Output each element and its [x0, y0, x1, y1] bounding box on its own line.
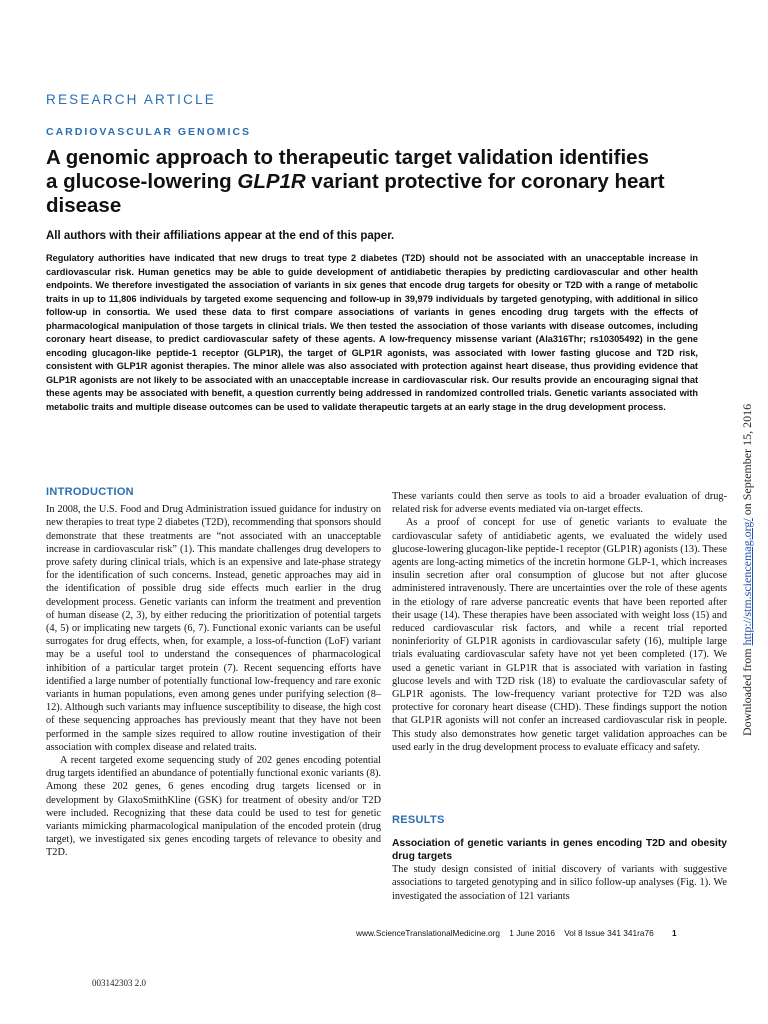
results-subheading: Association of genetic variants in genes encoding T2D and obesity drug targets: [392, 838, 727, 863]
subfield-label: CARDIOVASCULAR GENOMICS: [46, 126, 252, 138]
download-suffix: on September 15, 2016: [740, 403, 754, 519]
article-title: [46, 146, 666, 218]
abstract: Regulatory authorities have indicated that new drugs to treat type 2 diabetes (T2D) should not be associated with an unacceptable increase in cardiovascular risk. Human genetics may be able to guide development of antidiabetic therapies by predicting cardiovascular and other health endpoints. We therefore investigated the association of variants in six genes that encode drug targets for obesity or T2D with a range of metabolic traits in up to 11,806 individuals by targeted exome sequencing and follow-up in 39,979 individuals by targeted genotyping, with additional in silico follow-up in consortia. We used these data to first compare associations of variants in genes encoding drug targets with the effects of pharmacological manipulation of those targets in clinical trials. We then tested the association of those variants with disease outcomes, including coronary heart disease, to predict cardiovascular safety of these agents. A low-frequency missense variant (Ala316Thr; rs10305492) in the gene encoding glucagon-like peptide-1 receptor (GLP1R), the target of GLP1R agonists, was associated with lower fasting glucose and T2D risk, consistent with GLP1R agonist therapies. The minor allele was also associated with protection against heart disease, thus providing evidence that GLP1R agonists are not likely to be associated with an unacceptable increase in cardiovascular risk. Our results provide an encouraging signal that these agents may be associated with benefit, a question currently being addressed in randomized controlled trials. Genetic variants associated with metabolic traits and multiple disease outcomes can be used to validate therapeutic targets at an early stage in the drug development process.: [46, 253, 698, 412]
authors-note: All authors with their affiliations appear at the end of this paper.: [46, 230, 395, 242]
download-link[interactable]: http://stm.sciencemag.org/: [740, 518, 754, 646]
intro-paragraph-3: These variants could then serve as tools to aid a broader evaluation of drug-related risk for adverse events mediated via on-target effects.: [392, 491, 727, 516]
section-label: RESEARCH ARTICLE: [46, 92, 216, 107]
intro-paragraph-2: A recent targeted exome sequencing study of 202 genes encoding potential drug targets identified an abundance of potentially functional exonic variants (8). Among these 202 genes, 6 genes encoding drug targets licensed or in development by GlaxoSmithKline (GSK) for treatment of obesity and/or T2D were included. Recognizing that these data could be used to test for genetic variants mimicking pharmacological manipulation of the encoded protein (drug target), we investigated six genes encoding targets of relevance to obesity and T2D.: [46, 755, 381, 859]
title-part-2: variant protective for coronary heart disease: [46, 170, 665, 217]
intro-paragraph-1: In 2008, the U.S. Food and Drug Administration issued guidance for industry on new therapies to treat type 2 diabetes (T2D), recommending that sponsors should demonstrate that these treatments are “not associated with an unacceptable increase in cardiovascular risk” (1). This mandate challenges drug developers to prove safety during clinical trials, which is an expensive and late-phase strategy for the identification of such concerns. Instead, genetic approaches may aid in the identification of possible drug side effects much earlier in the drug development process. Genetic variants can inform the treatment and prevention of human disease (2, 3), by either reducing the prioritization of potential targets (4, 5) or implicating new targets (6, 7). Functional exonic variants can be useful surrogates for drug effects, when, for example, a loss-of-function (LoF) variant may be a useful tool to understand the consequences of pharmacological inhibition of a particular target protein (7). Recent sequencing efforts have identified a large number of potentially functional low-frequency and rare exonic variants in human populations, even among genes under purifying selection (8–12). Although such variants may influence susceptibility to disease, the high cost of these sequencing approaches has previously meant that they have not been performed in the sample sizes required to allow routine investigation of their association with complex disease and related traits.: [46, 504, 381, 753]
introduction-heading: INTRODUCTION: [46, 486, 134, 498]
title-part-1: A genomic approach to therapeutic target validation identifies a glucose-lowering: [46, 146, 649, 193]
page-number: 1: [672, 928, 677, 938]
column-right: [392, 490, 727, 754]
journal-url[interactable]: www.ScienceTranslationalMedicine.org: [356, 928, 501, 938]
intro-paragraph-4: As a proof of concept for use of genetic variants to evaluate the cardiovascular safety of antidiabetic agents, we evaluated the widely used glucose-lowering glucagon-like peptide-1 receptor (GLP1R) agonists (13). These agents are long-acting mimetics of the incretin hormone GLP-1, which increases insulin secretion after oral consumption of glucose but not after glucose administered intravenously. There are uncertainties over the role of these agents in the etiology of rare adverse pancreatic events that have been reported after their usage (14). These therapies have been associated with weight loss (15) and reduced cardiovascular risk factors, and while a recent trial reported noninferiority of GLP1R agonists in cardiovascular safety (16), multiple large trials evaluating cardiovascular safety have not yet been completed (17). We used a genetic variant in GLP1R that is associated with variation in fasting glucose levels and with T2D risk (18) to evaluate the cardiovascular safety of GLP1R agonists. The low-frequency variant protective for T2D was also protective for coronary heart disease (CHD). These findings support the notion that GLP1R agonists will not confer an increased cardiovascular risk in people. This study also demonstrates how genetic target validation approaches can be used early in the drug development process to evaluate efficacy and safety.: [392, 517, 727, 753]
results-heading: RESULTS: [392, 814, 445, 826]
results-paragraph-1: The study design consisted of initial discovery of variants with suggestive associations to targeted genotyping and in silico follow-up analyses (Fig. 1). We investigated the association of 121 variants: [392, 864, 727, 902]
page-footer: [356, 928, 677, 938]
volume-info: Vol 8 Issue 341 341ra76: [564, 928, 654, 938]
column-left: [46, 486, 381, 860]
download-note: [740, 404, 755, 736]
issue-date: 1 June 2016: [509, 928, 555, 938]
download-prefix: Downloaded from: [740, 645, 754, 736]
document-id: 003142303 2.0: [92, 978, 146, 988]
results-section: [392, 814, 727, 903]
title-gene: GLP1R: [237, 170, 306, 193]
